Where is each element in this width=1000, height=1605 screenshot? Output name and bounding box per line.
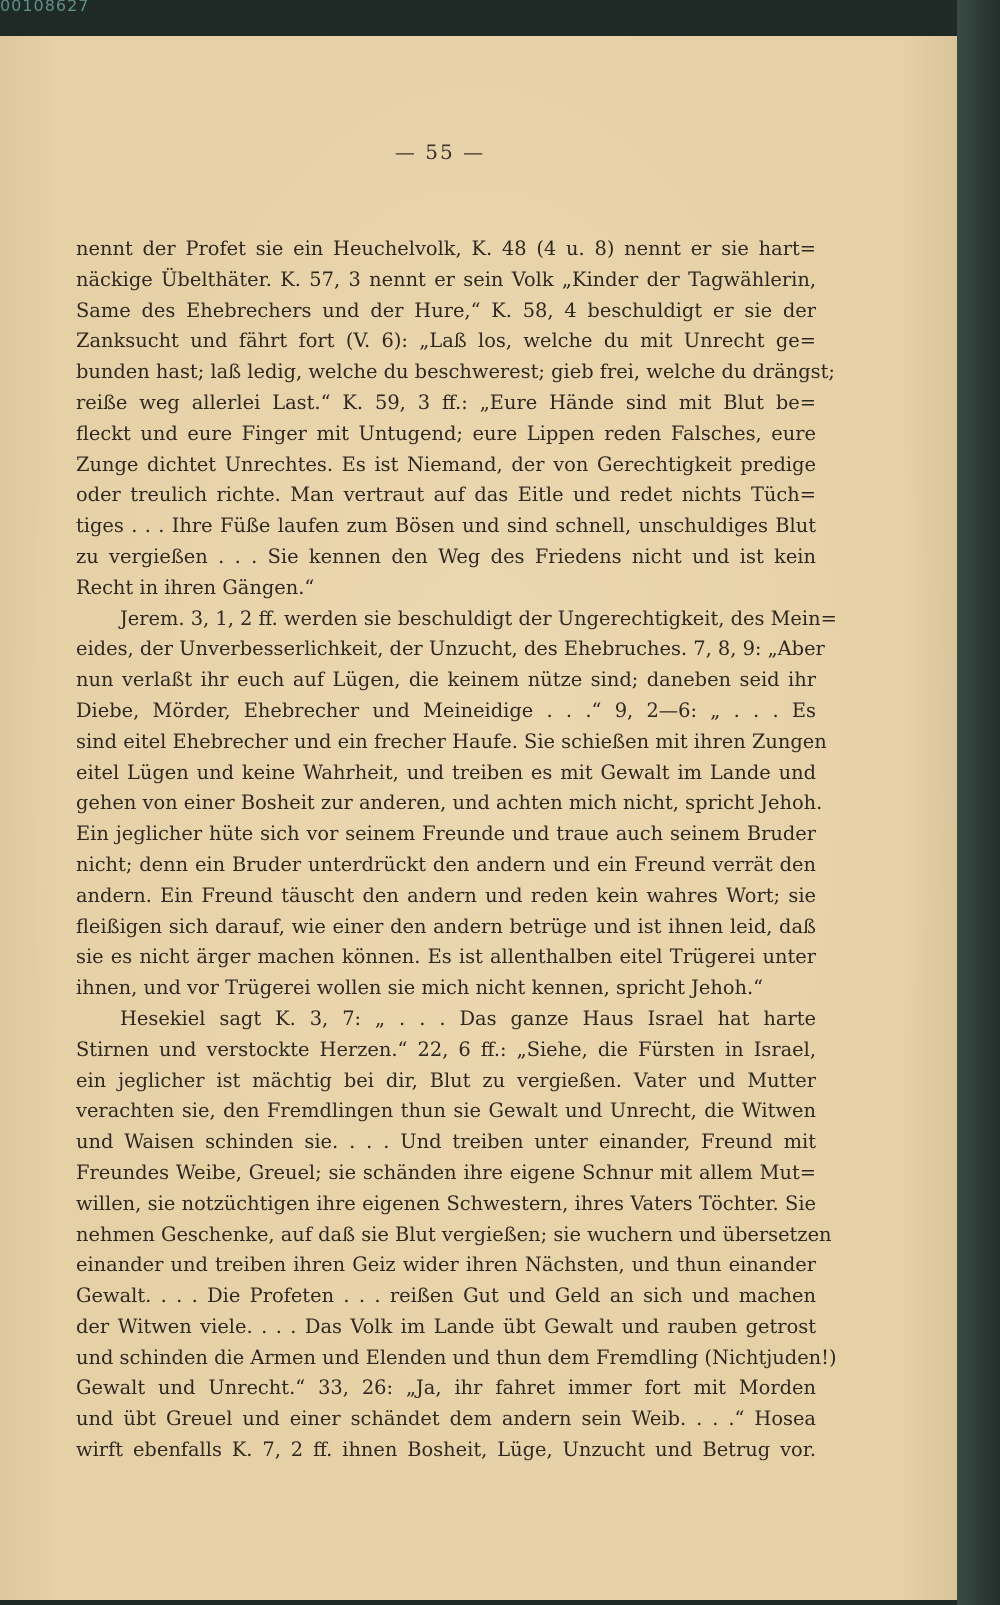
text-line: und schinden die Armen und Elenden und thun dem Fremdling (Nichtjuden!) [76,1345,837,1369]
text-line: gehen von einer Bosheit zur anderen, und achten mich nicht, spricht Jehoh. [76,791,823,815]
text-line: ein jeglicher ist mächtig bei dir, Blut zu vergießen. Vater und Mutter [76,1068,816,1092]
text-line: einander und treiben ihren Geiz wider ihren Nächsten, und thun einander [76,1253,816,1277]
text-line: näckige Übelthäter. K. 57, 3 nennt er sein Volk „Kinder der Tagwählerin, [76,267,816,291]
text-line: und übt Greuel und einer schändet dem andern sein Weib. . . .“ Hosea [76,1407,816,1431]
text-line: Same des Ehebrechers und der Hure,“ K. 58, 4 beschuldigt er sie der [76,298,816,322]
text-line: Zanksucht und fährt fort (V. 6): „Laß los, welche du mit Unrecht ge= [76,329,816,353]
text-line: reiße weg allerlei Last.“ K. 59, 3 ff.: „Eure Hände sind mit Blut be= [76,390,816,414]
text-line: und Waisen schinden sie. . . . Und treiben unter einander, Freund mit [76,1130,816,1154]
text-line: Hesekiel sagt K. 3, 7: „ . . . Das ganze Haus Israel hat harte [120,1006,816,1030]
text-line: Recht in ihren Gängen.“ [76,575,315,599]
text-line: wirft ebenfalls K. 7, 2 ff. ihnen Bosheit, Lüge, Unzucht und Betrug vor. [76,1438,816,1462]
text-line: fleckt und eure Finger mit Untugend; eure Lippen reden Falsches, eure [76,421,816,445]
text-line: tiges . . . Ihre Füße laufen zum Bösen und sind schnell, unschuldiges Blut [76,514,816,538]
text-line: Ein jeglicher hüte sich vor seinem Freunde und traue auch seinem Bruder [76,822,816,846]
text-line: nennt der Profet sie ein Heuchelvolk, K. 48 (4 u. 8) nennt er sie hart= [76,237,816,260]
text-line: Gewalt. . . . Die Profeten . . . reißen Gut und Geld an sich und machen [76,1284,816,1308]
body-text [76,234,837,1466]
text-line: Diebe, Mörder, Ehebrecher und Meineidige . . .“ 9, 2—6: „ . . . Es [76,698,816,722]
text-line: willen, sie notzüchtigen ihre eigenen Schwestern, ihres Vaters Töchter. Sie [76,1191,816,1215]
text-line: Stirnen und verstockte Herzen.“ 22, 6 ff.: „Siehe, die Fürsten in Israel, [76,1037,816,1061]
text-line: Zunge dichtet Unrechtes. Es ist Niemand, der von Gerechtigkeit predige [76,452,816,476]
text-line: nun verlaßt ihr euch auf Lügen, die keinem nütze sind; daneben seid ihr [76,668,816,692]
text-line: oder treulich richte. Man vertraut auf das Eitle und redet nichts Tüch= [76,483,816,507]
text-line: nicht; denn ein Bruder unterdrückt den andern und ein Freund verrät den [76,852,816,876]
text-line: Jerem. 3, 1, 2 ff. werden sie beschuldigt der Ungerechtigkeit, des Mein= [120,606,837,630]
text-line: andern. Ein Freund täuscht den andern und reden kein wahres Wort; sie [76,883,816,907]
text-line: sie es nicht ärger machen können. Es ist allenthalben eitel Trügerei unter [76,945,816,969]
text-line: fleißigen sich darauf, wie einer den andern betrüge und ist ihnen leid, daß [76,914,816,938]
text-line: sind eitel Ehebrecher und ein frecher Haufe. Sie schießen mit ihren Zungen [76,729,827,753]
text-line: eides, der Unverbesserlichkeit, der Unzucht, des Ehebruches. 7, 8, 9: „Aber [76,637,825,661]
text-line: ihnen, und vor Trügerei wollen sie mich nicht kennen, spricht Jehoh.“ [76,976,764,1000]
scan-background-edge [957,0,1000,1605]
text-line: eitel Lügen und keine Wahrheit, und treiben es mit Gewalt im Lande und [76,760,816,784]
text-line: Gewalt und Unrecht.“ 33, 26: „Ja, ihr fahret immer fort mit Morden [76,1376,816,1400]
text-line: zu vergießen . . . Sie kennen den Weg des Friedens nicht und ist kein [76,544,816,568]
text-line: verachten sie, den Fremdlingen thun sie Gewalt und Unrecht, die Witwen [76,1099,816,1123]
scan-identifier: 00108627 [0,0,90,15]
page-number: — 55 — [394,140,486,164]
text-line: der Witwen viele. . . . Das Volk im Lande übt Gewalt und rauben getrost [76,1314,816,1338]
text-line: Freundes Weibe, Greuel; sie schänden ihre eigene Schnur mit allem Mut= [76,1160,816,1184]
text-line: nehmen Geschenke, auf daß sie Blut vergießen; sie wuchern und übersetzen [76,1222,832,1246]
text-line: bunden hast; laß ledig, welche du beschwerest; gieb frei, welche du drängst; [76,360,835,384]
book-page [0,36,957,1600]
